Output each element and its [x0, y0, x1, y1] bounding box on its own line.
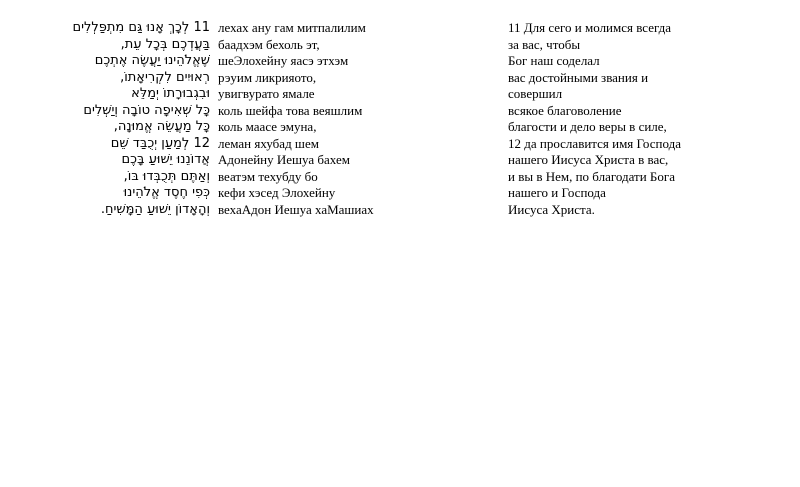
transliteration-line: баадхэм бехоль эт, [218, 36, 320, 52]
hebrew-line: כָּל שְׁאִיפָה טוֹבָה וְיַשְׁלִים [83, 102, 210, 118]
transliteration-line: кефи хэсед Элохейну [218, 185, 336, 200]
hebrew-line: בַּעֲדְכֶם בְּכָל עֵת, [120, 36, 210, 52]
hebrew-line: 11 לְכָךְ אָנוּ גַּם מִתְפַּלְלִים [72, 20, 210, 35]
transliteration-column [218, 20, 468, 218]
transliteration-line: вехаАдон Иешуа хаМашиах [218, 201, 374, 217]
russian-line: всякое благоволение [508, 102, 622, 118]
russian-line: Иисуса Христа. [508, 201, 595, 217]
transliteration-line: Адонейну Иешуа бахем [218, 152, 350, 167]
russian-line: нашего Иисуса Христа в вас, [508, 152, 669, 167]
hebrew-text-column [60, 20, 210, 218]
transliteration-line: шеЭлохейну яасэ этхэм [218, 53, 349, 68]
russian-line: вас достойными звания и [508, 69, 649, 85]
hebrew-line: וְאַתֶּם תְּכֻבְּדוּ בּוֹ, [123, 168, 210, 184]
hebrew-line: כְּפִי חֶסֶד אֱלֹהֵינוּ [123, 185, 210, 200]
hebrew-line: כָּל מַעֲשֵׂה אֱמוּנָה, [113, 119, 210, 134]
transliteration-line: рэуим ликрияото, [218, 69, 317, 85]
russian-line: 12 да прославится имя Господа [508, 135, 681, 151]
hebrew-line: שֶׁאֱלֹהֵינוּ יַעֲשֶׂה אֶתְכֶם [94, 53, 210, 68]
hebrew-line: וּבִגְבוּרָתוֹ יְמַלֵּא [131, 86, 210, 101]
russian-line: благости и дело веры в силе, [508, 119, 667, 134]
hebrew-line: 12 לְמַעַן יְכֻבַּד שֵׁם [110, 135, 210, 151]
transliteration-line: коль шейфа това веяшлим [218, 102, 363, 118]
russian-line: 11 Для сего и молимся всегда [508, 20, 672, 35]
transliteration-line: веатэм техубду бо [218, 168, 318, 184]
russian-line: Бог наш соделал [508, 53, 600, 68]
russian-line: и вы в Нем, по благодати Бога [508, 168, 675, 184]
transliteration-line: лехах ану гам митпалилим [218, 20, 366, 35]
russian-line: за вас, чтобы [508, 36, 581, 52]
russian-line: нашего и Господа [508, 185, 606, 200]
russian-line: совершил [508, 86, 563, 101]
transliteration-line: коль маасе эмуна, [218, 119, 317, 134]
transliteration-line: леман яхубад шем [218, 135, 319, 151]
transliteration-line: увигвурато ямале [218, 86, 315, 101]
hebrew-line: אֲדוֹנֵנוּ יֵשׁוּעַ בָּכֶם [121, 152, 210, 167]
hebrew-line: וְהָאָדוֹן יֵשׁוּעַ הַמָּשִׁיחַ. [100, 201, 210, 217]
hebrew-line: רְאוּיִים לִקְרִיאָתוֹ, [120, 69, 210, 85]
russian-text-column [508, 20, 788, 218]
